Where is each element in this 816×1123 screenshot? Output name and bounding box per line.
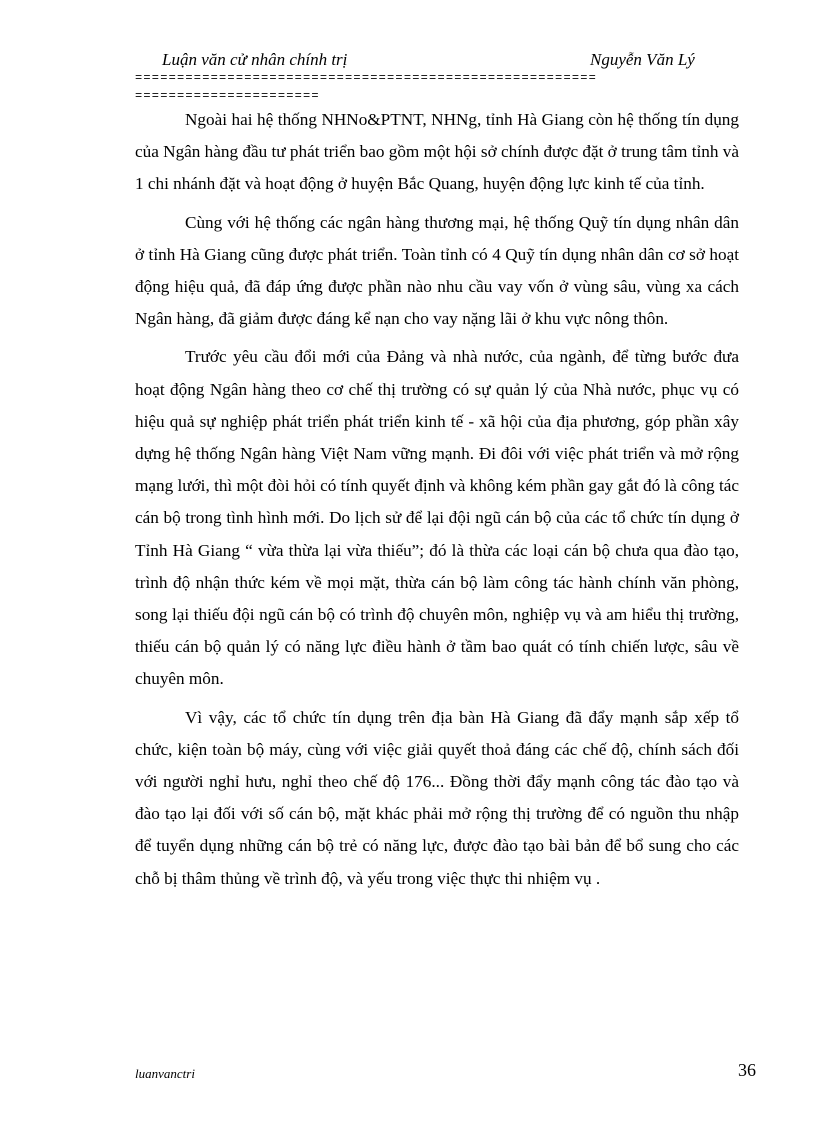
paragraph-4: Vì vậy, các tổ chức tín dụng trên địa bàn Hà Giang đã đẩy mạnh sắp xếp tổ chức, kiện toàn bộ máy, cùng với việc giải quyết thoả đáng các chế độ, chính sách đối với người nghỉ hưu, nghỉ theo chế độ 176... Đồng thời đẩy mạnh công tác đào tạo và đào tạo lại đối với số cán bộ, mặt khác phải mở rộng thị trường để có nguồn thu nhập để tuyển dụng những cán bộ trẻ có năng lực, được đào tạo bài bản để bổ sung cho các chỗ bị thâm thủng về trình độ, và yếu trong việc thực thi nhiệm vụ . — [135, 707, 739, 888]
paragraph-2: Cùng với hệ thống các ngân hàng thương mại, hệ thống Quỹ tín dụng nhân dân ở tỉnh Hà Giang cũng được phát triển. Toàn tỉnh có 4 Quỹ tín dụng nhân dân cơ sở hoạt động hiệu quả, đã đáp ứng được phần nào nhu cầu vay vốn ở vùng sâu, vùng xa cách Ngân hàng, đã giảm được đáng kể nạn cho vay nặng lãi ở khu vực nông thôn. — [135, 212, 739, 329]
header-rule-line-2: ====================== — [135, 90, 320, 102]
header-author: Nguyễn Văn Lý — [590, 50, 695, 69]
paragraph-1: Ngoài hai hệ thống NHNo&PTNT, NHNg, tỉnh Hà Giang còn hệ thống tín dụng của Ngân hàng đầu tư phát triển bao gồm một hội sở chính được đặt ở trung tâm tỉnh và 1 chi nhánh đặt và hoạt động ở huyện Bắc Quang, huyện động lực kinh tế của tỉnh. — [135, 110, 739, 194]
header-rule-line-1: ======================================================= — [135, 72, 598, 84]
footer-source: luanvanctri — [135, 1066, 195, 1081]
paragraph-3: Trước yêu cầu đổi mới của Đảng và nhà nước, của ngành, để từng bước đưa hoạt động Ngân hàng theo cơ chế thị trường có sự quản lý của Nhà nước, phục vụ có hiệu quả sự nghiệp phát triển phát triển kinh tế - xã hội của địa phương, góp phần xây dựng hệ thống Ngân hàng Việt Nam vững mạnh. Đi đôi với việc phát triển và mở rộng mạng lưới, thì một đòi hỏi có tính quyết định và không kém phần gay gắt đó là công tác cán bộ trong tình hình mới. Do lịch sử để lại đội ngũ cán bộ của các tổ chức tín dụng ở Tỉnh Hà Giang “ vừa thừa lại vừa thiếu”; đó là thừa các loại cán bộ chưa qua đào tạo, trình độ nhận thức kém về mọi mặt, thừa cán bộ làm công tác hành chính văn phòng, song lại thiếu đội ngũ cán bộ có trình độ chuyên môn, nghiệp vụ và am hiểu thị trường, thiếu cán bộ quản lý có năng lực điều hành ở tầm bao quát có tính chiến lược, sâu về chuyên môn. — [135, 347, 739, 689]
page-number: 36 — [738, 1060, 756, 1080]
header-document-type: Luận văn cử nhân chính trị — [162, 50, 348, 69]
document-body — [135, 104, 739, 901]
